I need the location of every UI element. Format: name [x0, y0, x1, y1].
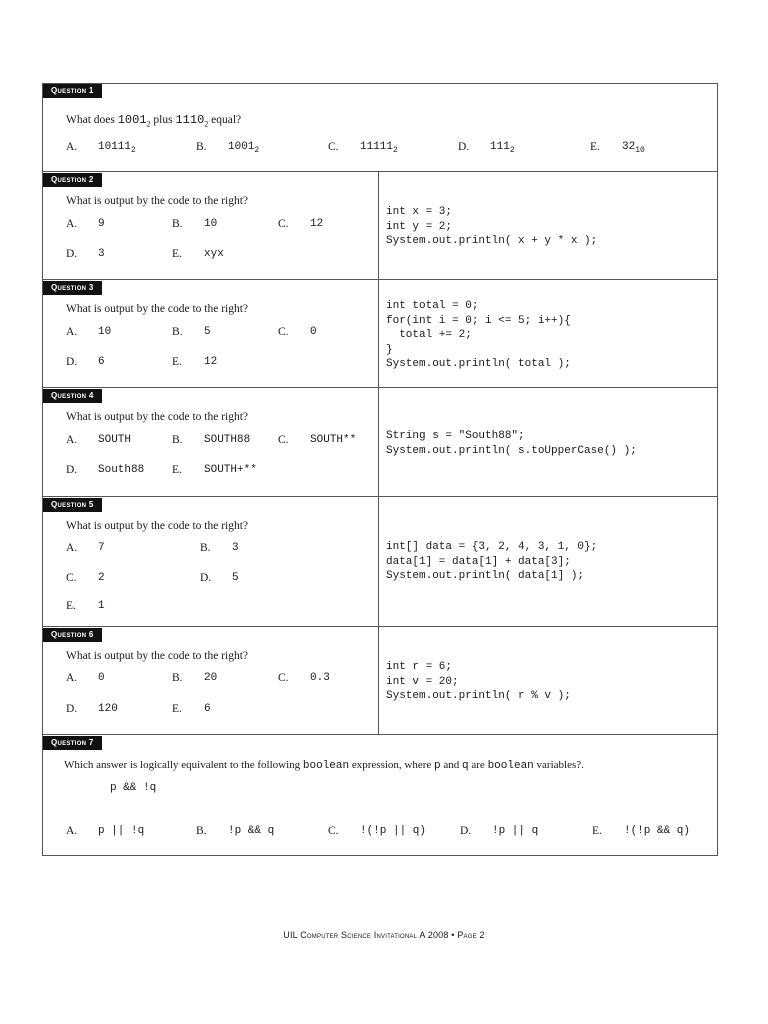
q6-code: int r = 6; int v = 20; System.out.println( r % v ); [386, 661, 571, 702]
question-2 [42, 171, 718, 279]
q6-option-e[interactable]: E. 6 [172, 703, 211, 715]
question-5-tag: Question 5 [43, 498, 102, 512]
q7-option-b[interactable]: B. !p && q [196, 825, 275, 837]
q1-option-b[interactable]: B. $1001_2$ [196, 141, 260, 156]
q2-divider [378, 172, 379, 280]
question-4-prompt: What is output by the code to the right? [66, 411, 249, 423]
question-7-prompt: Which answer is logically equivalent to the following boolean expression, where p and q are boolean variables?. [64, 759, 584, 772]
question-6-tag: Question 6 [43, 628, 102, 642]
q6-option-b[interactable]: B. 20 [172, 672, 218, 684]
q6-option-a[interactable]: A. 0 [66, 672, 105, 684]
q1-option-e[interactable]: E. $32_{10}$ [590, 141, 645, 156]
q5-option-d[interactable]: D. 5 [200, 572, 239, 584]
question-3-prompt: What is output by the code to the right? [66, 303, 249, 315]
question-1 [42, 83, 718, 171]
question-4 [42, 387, 718, 496]
q2-option-e[interactable]: E. xyx [172, 248, 224, 260]
question-1-prompt: What does $1001_2$ plus $1110_2$ equal? [66, 113, 242, 129]
q7-option-d[interactable]: D. !p || q [460, 825, 539, 837]
q2-option-b[interactable]: B. 10 [172, 218, 218, 230]
q4-option-d[interactable]: D. South88 [66, 464, 145, 476]
q4-divider [378, 388, 379, 497]
q2-option-c[interactable]: C. 12 [278, 218, 324, 230]
question-7 [42, 734, 718, 856]
q3-option-b[interactable]: B. 5 [172, 326, 211, 338]
question-5-prompt: What is output by the code to the right? [66, 520, 249, 532]
q7-option-a[interactable]: A. p || !q [66, 825, 145, 837]
q5-option-c[interactable]: C. 2 [66, 572, 105, 584]
q3-divider [378, 280, 379, 388]
q2-option-a[interactable]: A. 9 [66, 218, 105, 230]
q2-option-d[interactable]: D. 3 [66, 248, 105, 260]
q4-code: String s = "South88"; System.out.println( s.toUpperCase() ); [386, 430, 637, 457]
question-2-prompt: What is output by the code to the right? [66, 195, 249, 207]
q6-option-d[interactable]: D. 120 [66, 703, 118, 715]
q2-code: int x = 3; int y = 2; System.out.println( x + y * x ); [386, 206, 598, 247]
q5-option-b[interactable]: B. 3 [200, 542, 239, 554]
q3-option-e[interactable]: E. 12 [172, 356, 218, 368]
q6-divider [378, 627, 379, 735]
q1-option-c[interactable]: C. $11111_2$ [328, 141, 398, 156]
q3-code: int total = 0; for(int i = 0; i <= 5; i++){ total += 2; } System.out.println( total ); [386, 300, 571, 370]
q5-code: int[] data = {3, 2, 4, 3, 1, 0}; data[1] = data[1] + data[3]; System.out.println( data[1] ); [386, 541, 598, 582]
q1-option-d[interactable]: D. $111_2$ [458, 141, 515, 156]
question-7-tag: Question 7 [43, 736, 102, 750]
question-3 [42, 279, 718, 387]
q3-option-a[interactable]: A. 10 [66, 326, 112, 338]
q5-option-a[interactable]: A. 7 [66, 542, 105, 554]
q1-option-a[interactable]: A. $10111_2$ [66, 141, 136, 156]
q4-option-a[interactable]: A. SOUTH [66, 434, 132, 446]
q3-option-d[interactable]: D. 6 [66, 356, 105, 368]
q5-option-e[interactable]: E. 1 [66, 600, 105, 612]
question-5 [42, 496, 718, 626]
q4-option-e[interactable]: E. SOUTH+** [172, 464, 257, 476]
q4-option-c[interactable]: C. SOUTH** [278, 434, 357, 446]
question-6 [42, 626, 718, 734]
question-2-tag: Question 2 [43, 173, 102, 187]
q4-option-b[interactable]: B. SOUTH88 [172, 434, 251, 446]
q3-option-c[interactable]: C. 0 [278, 326, 317, 338]
q7-option-e[interactable]: E. !(!p && q) [592, 825, 691, 837]
q6-option-c[interactable]: C. 0.3 [278, 672, 330, 684]
q5-divider [378, 497, 379, 627]
question-6-prompt: What is output by the code to the right? [66, 650, 249, 662]
page-footer: UIL Computer Science Invitational A 2008 • Page 2 [283, 930, 485, 940]
question-3-tag: Question 3 [43, 281, 102, 295]
q7-option-c[interactable]: C. !(!p || q) [328, 825, 427, 837]
question-1-tag: Question 1 [43, 84, 102, 98]
q7-expression: p && !q [110, 782, 157, 794]
question-4-tag: Question 4 [43, 389, 102, 403]
